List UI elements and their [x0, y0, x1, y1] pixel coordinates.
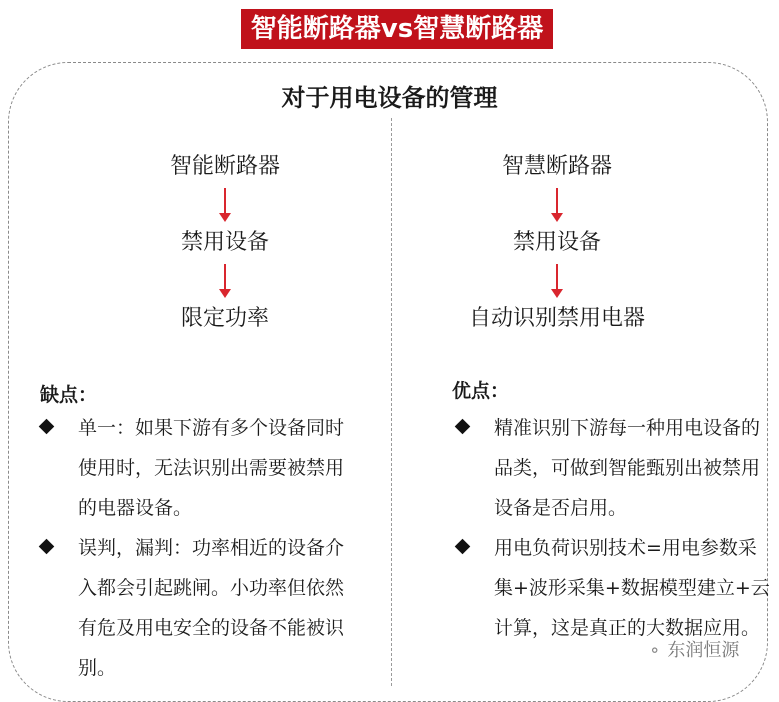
down-arrow-icon — [556, 188, 558, 220]
list-item — [454, 528, 770, 648]
diamond-bullet-icon — [39, 419, 55, 435]
right-flow-step: 自动识别禁用电器 — [468, 306, 645, 331]
wechat-icon: ⚬ — [648, 641, 662, 660]
diamond-bullet-icon — [455, 419, 471, 435]
list-item — [38, 528, 360, 688]
right-flow — [427, 150, 687, 336]
title-banner: 智能断路器vs智慧断路器 — [241, 9, 553, 49]
down-arrow-icon — [556, 264, 558, 296]
diamond-bullet-icon — [39, 539, 55, 555]
right-flow-step: 禁用设备 — [512, 230, 601, 255]
column-divider — [391, 118, 392, 686]
advantages-title: 优点： — [452, 380, 510, 402]
disadvantages-title: 缺点： — [40, 384, 98, 406]
right-flow-step: 智慧断路器 — [501, 154, 612, 179]
watermark — [648, 636, 739, 662]
left-flow-step: 禁用设备 — [180, 230, 269, 255]
left-flow-step: 限定功率 — [180, 306, 269, 331]
down-arrow-icon — [224, 188, 226, 220]
diamond-bullet-icon — [455, 539, 471, 555]
list-item-text: 误判，漏判：功率相近的设备介入都会引起跳闸。小功率但依然有危及用电安全的设备不能被识别。 — [78, 537, 345, 679]
list-item-text: 用电负荷识别技术=用电参数采集+波形采集+数据模型建立+云计算，这是真正的大数据应用。 — [494, 537, 770, 639]
list-item — [454, 408, 770, 528]
disadvantages-list — [38, 408, 360, 688]
left-flow-step: 智能断路器 — [169, 154, 280, 179]
left-flow — [95, 150, 355, 336]
watermark-text: 东润恒源 — [667, 640, 740, 661]
down-arrow-icon — [224, 264, 226, 296]
list-item-text: 单一：如果下游有多个设备同时使用时，无法识别出需要被禁用的电器设备。 — [78, 417, 345, 519]
list-item — [38, 408, 360, 528]
panel-heading: 对于用电设备的管理 — [281, 83, 498, 112]
list-item-text: 精准识别下游每一种用电设备的品类，可做到智能甄别出被禁用设备是否启用。 — [494, 417, 761, 519]
advantages-list — [454, 408, 770, 648]
